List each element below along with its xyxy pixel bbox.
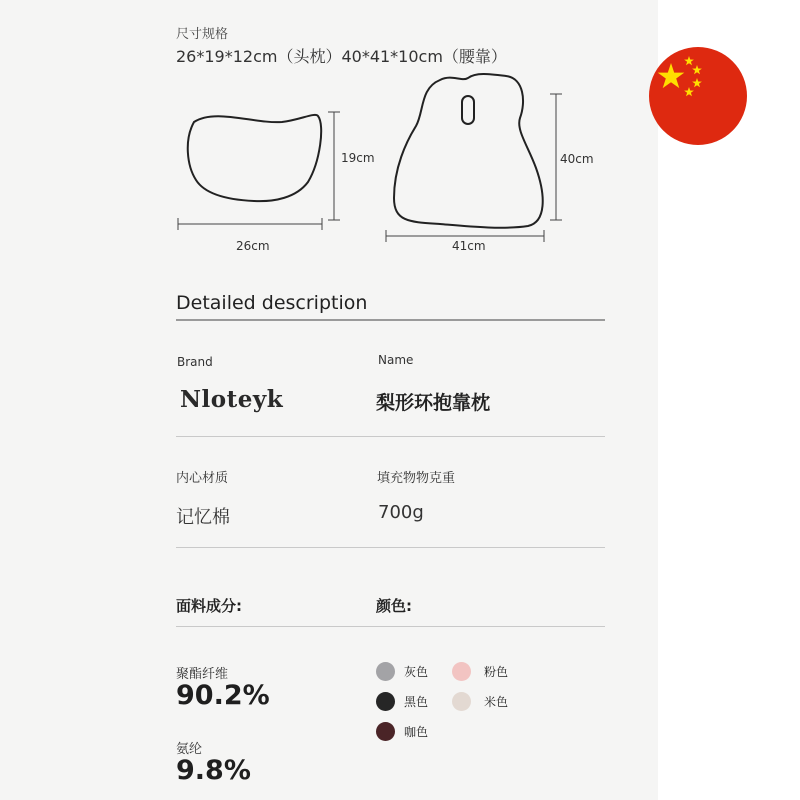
size-spec-text: 26*19*12cm（头枕）40*41*10cm（腰靠） <box>176 47 507 66</box>
color-swatch <box>376 662 395 681</box>
head-height-label: 19cm <box>341 151 375 165</box>
fabric-item-percent: 90.2% <box>176 680 270 711</box>
lumbar-width-label: 41cm <box>452 239 486 253</box>
color-swatch <box>376 722 395 741</box>
row-divider-1 <box>176 436 605 437</box>
fill-weight-label: 填充物物克重 <box>377 471 456 486</box>
name-value: 梨形环抱靠枕 <box>376 392 491 414</box>
color-name: 灰色 <box>404 665 429 679</box>
name-label: Name <box>378 353 414 367</box>
china-flag-icon <box>648 46 748 146</box>
heading-divider <box>176 319 605 321</box>
brand-value: Nloteyk <box>180 386 284 413</box>
fabric-item-percent: 9.8% <box>176 755 251 786</box>
color-swatch <box>452 662 471 681</box>
color-name: 黑色 <box>404 695 429 709</box>
head-pillow-diagram <box>170 100 380 260</box>
fabric-item-name: 氨纶 <box>176 742 203 757</box>
color-swatch <box>452 692 471 711</box>
flag-column <box>658 0 800 800</box>
lumbar-pillow-diagram <box>380 72 610 262</box>
fabric-item-name: 聚酯纤维 <box>176 667 229 682</box>
core-material-value: 记忆棉 <box>176 507 230 528</box>
size-spec-label: 尺寸规格 <box>176 27 229 42</box>
core-material-label: 内心材质 <box>176 471 229 486</box>
color-heading: 颜色: <box>376 597 412 615</box>
color-name: 咖色 <box>404 725 429 739</box>
row-divider-2 <box>176 547 605 548</box>
description-heading: Detailed description <box>176 292 368 314</box>
color-name: 粉色 <box>484 665 509 679</box>
fill-weight-value: 700g <box>378 502 424 523</box>
color-swatch <box>376 692 395 711</box>
lumbar-strap-slot <box>462 96 474 124</box>
flag-circle <box>649 47 747 145</box>
color-name: 米色 <box>484 695 509 709</box>
lumbar-pillow-outline <box>394 74 543 228</box>
head-width-label: 26cm <box>236 239 270 253</box>
fabric-heading: 面料成分: <box>176 597 242 615</box>
row-divider-3 <box>176 626 605 627</box>
brand-label: Brand <box>177 355 213 369</box>
lumbar-height-label: 40cm <box>560 152 594 166</box>
